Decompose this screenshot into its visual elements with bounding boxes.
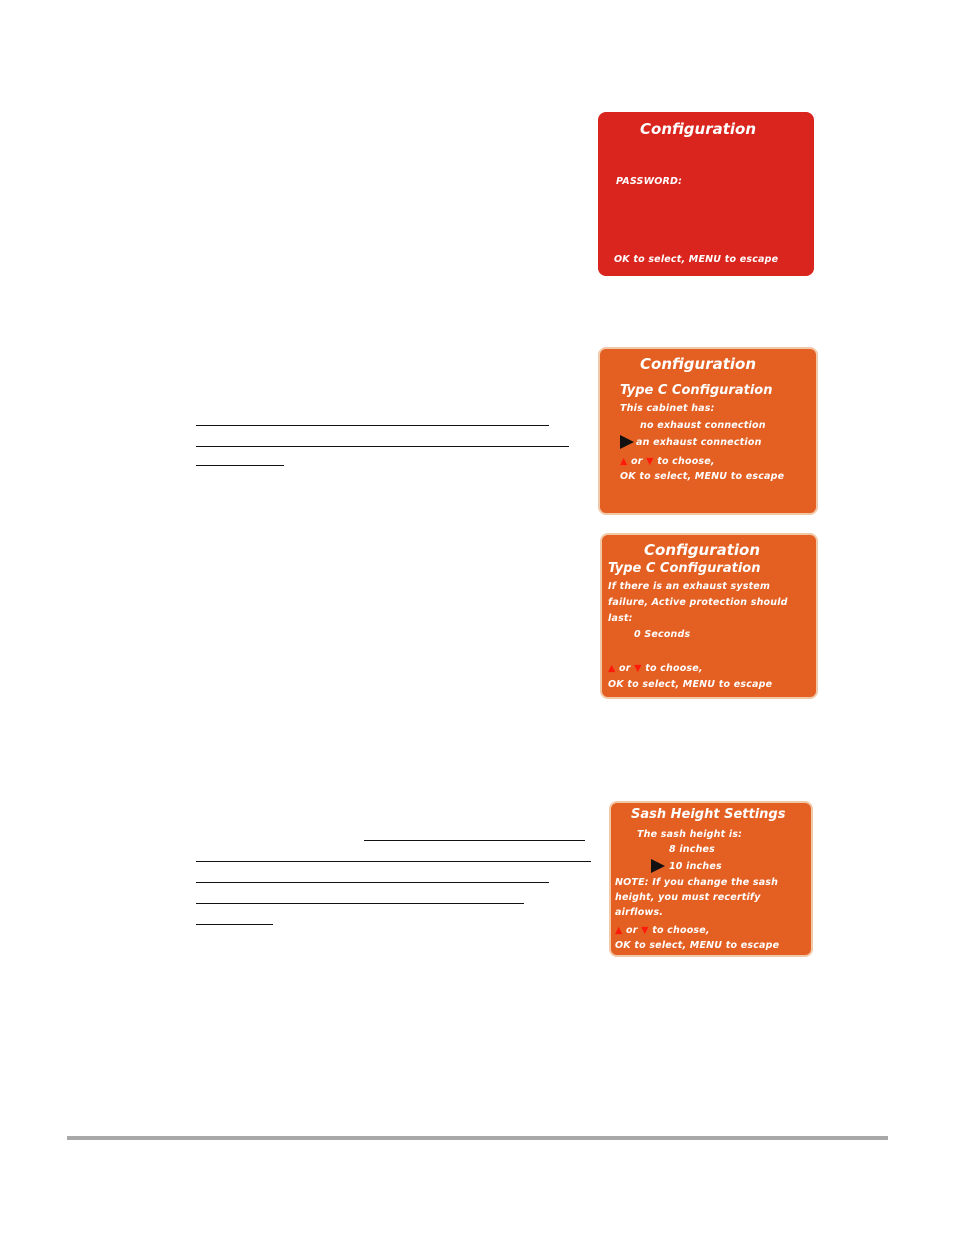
selection-arrow-icon (651, 859, 665, 873)
down-arrow-icon: ▼ (634, 663, 642, 674)
exhaust-connection-screen (598, 347, 818, 515)
down-arrow-icon: ▼ (646, 456, 654, 467)
password-screen (598, 112, 814, 276)
underline-mark (196, 882, 549, 883)
option-8-inches[interactable]: 8 inches (669, 844, 716, 855)
screen-prompt: This cabinet has: (620, 403, 715, 414)
screen-prompt: The sash height is: (637, 829, 743, 840)
screen-title: Sash Height Settings (631, 807, 786, 822)
underline-mark (196, 446, 569, 447)
screen-title: Configuration (640, 120, 757, 138)
up-arrow-icon: ▲ (620, 456, 628, 467)
screen-subtitle: Type C Configuration (620, 383, 773, 398)
up-arrow-icon: ▲ (615, 925, 623, 936)
underline-mark (364, 840, 585, 841)
screen-title: Configuration (640, 355, 757, 373)
screen-footer: OK to select, MENU to escape (608, 679, 773, 690)
underline-mark (196, 861, 591, 862)
choose-hint: ▲ or ▼ to choose, (615, 925, 710, 936)
option-exhaust[interactable]: an exhaust connection (636, 437, 762, 448)
underline-mark (196, 903, 524, 904)
note-line-1: NOTE: If you change the sash (615, 877, 779, 888)
active-protection-screen (600, 533, 818, 699)
note-line-2: height, you must recertify (615, 892, 761, 903)
protection-seconds-value[interactable]: 0 Seconds (634, 629, 691, 640)
screen-subtitle: Type C Configuration (608, 561, 761, 576)
screen-line-3: last: (608, 613, 633, 624)
note-line-3: airflows. (615, 907, 664, 918)
password-label: PASSWORD: (616, 176, 683, 187)
option-no-exhaust[interactable]: no exhaust connection (640, 420, 766, 431)
up-arrow-icon: ▲ (608, 663, 616, 674)
screen-footer: OK to select, MENU to escape (615, 940, 780, 951)
footer-divider (67, 1136, 888, 1140)
screen-line-2: failure, Active protection should (608, 597, 788, 608)
screen-line-1: If there is an exhaust system (608, 581, 771, 592)
option-10-inches[interactable]: 10 inches (669, 861, 722, 872)
choose-hint: ▲ or ▼ to choose, (608, 663, 703, 674)
screen-footer: OK to select, MENU to escape (620, 471, 785, 482)
underline-mark (196, 425, 549, 426)
down-arrow-icon: ▼ (641, 925, 649, 936)
underline-mark (196, 924, 273, 925)
choose-hint: ▲ or ▼ to choose, (620, 456, 715, 467)
selection-arrow-icon (620, 435, 634, 449)
underline-mark (196, 465, 284, 466)
sash-height-screen (609, 801, 813, 957)
screen-title: Configuration (644, 541, 761, 559)
screen-footer: OK to select, MENU to escape (614, 254, 779, 265)
